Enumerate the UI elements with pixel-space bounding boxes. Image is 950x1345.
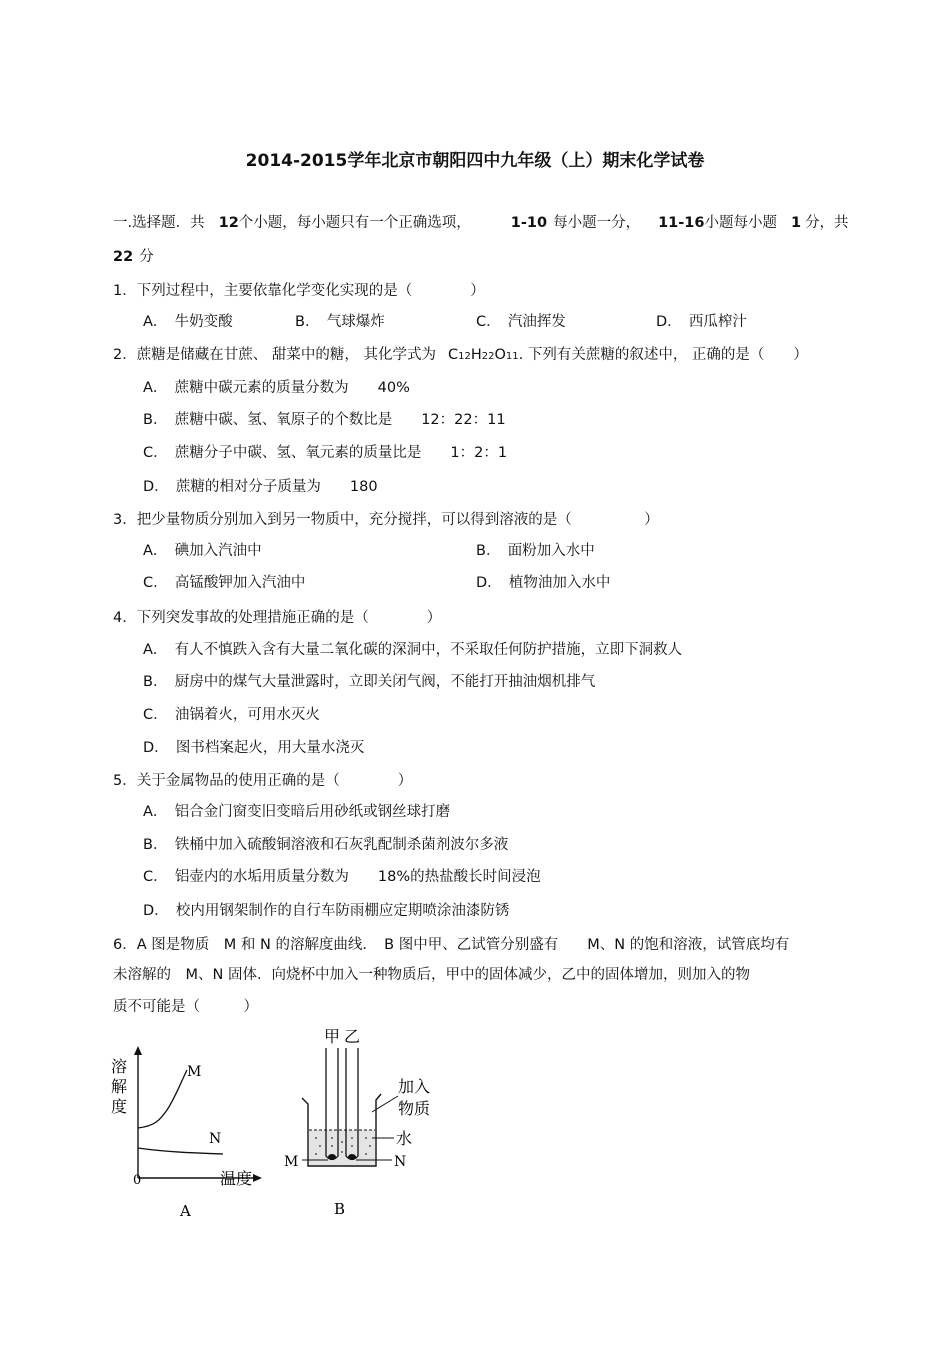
- page-title: 2014-2015学年北京市朝阳四中九年级（上）期末化学试卷: [245, 151, 705, 171]
- option-d: D． 校内用钢架制作的自行车防雨棚应定期喷涂油漆防锈: [143, 903, 510, 919]
- curve-n-label: N: [209, 1131, 222, 1147]
- option-a: A． 有人不慎跌入含有大量二氧化碳的深洞中，不采取任何防护措施，立即下洞救人: [143, 642, 683, 658]
- water-label: 水: [396, 1129, 413, 1148]
- section-text: 小题每小题: [704, 215, 777, 231]
- solid-n: [348, 1154, 356, 1160]
- option-b: B． 铁桶中加入硫酸铜溶液和石灰乳配制杀菌剂波尔多液: [143, 837, 509, 853]
- x-axis-label: 温度: [220, 1169, 253, 1188]
- option-a: A． 铝合金门窗变旧变暗后用砂纸或钢丝球打磨: [143, 804, 451, 820]
- section-num: 1: [790, 215, 802, 231]
- solid-m-label: M: [284, 1154, 299, 1170]
- section-num: 22: [113, 249, 134, 265]
- section-text: 一.选择题．共: [113, 215, 205, 231]
- option-d: D． 图书档案起火，用大量水浇灭: [143, 740, 365, 756]
- section-num: 12: [218, 215, 239, 231]
- figure-a-caption: A: [180, 1202, 191, 1220]
- solid-m: [328, 1154, 336, 1160]
- tube-yi-label: 乙: [344, 1027, 361, 1046]
- y-axis-label: 解: [111, 1077, 128, 1096]
- y-axis-label: 溶: [111, 1057, 128, 1076]
- question-stem: 4．下列突发事故的处理措施正确的是（ ）: [113, 610, 442, 626]
- formula-subscript: 12: [458, 351, 471, 362]
- question-stem: 5．关于金属物品的使用正确的是（ ）: [113, 773, 413, 789]
- option-a: A． 碘加入汽油中: [143, 543, 262, 559]
- added-substance-label: 物质: [398, 1099, 431, 1118]
- option-c: C． 油锅着火，可用水灭火: [143, 707, 320, 723]
- y-axis-arrow: [134, 1046, 142, 1055]
- option-c: C． 蔗糖分子中碳、氢、氧元素的质量比是 1：2：1: [143, 445, 508, 461]
- section-text: 每小题一分，: [553, 215, 641, 231]
- section-text: 个小题，每小题只有一个正确选项，: [238, 215, 471, 231]
- solid-n-label: N: [394, 1154, 407, 1170]
- option-c: C． 铝壶内的水垢用质量分数为 18%的热盐酸长时间浸泡: [143, 869, 541, 885]
- stem-text: . 下列有关蔗糖的叙述中， 正确的是（ ）: [518, 347, 808, 363]
- section-text: 分: [139, 249, 154, 265]
- option-c: C． 高锰酸钾加入汽油中: [143, 575, 306, 591]
- figure-b-beaker-diagram: [280, 1020, 450, 1220]
- option-b: B． 厨房中的煤气大量泄露时，立即关闭气阀，不能打开抽油烟机排气: [143, 674, 596, 690]
- question-stem: 3．把少量物质分别加入到另一物质中，充分搅拌，可以得到溶液的是（ ）: [113, 512, 659, 528]
- figure-b-caption: B: [334, 1200, 346, 1218]
- curve-m-label: M: [187, 1064, 202, 1080]
- option-b: B． 气球爆炸: [295, 314, 385, 330]
- section-header: [113, 211, 849, 232]
- section-text: 分，共: [805, 215, 849, 231]
- option-d: D． 西瓜榨汁: [656, 314, 747, 330]
- formula-element: C: [447, 347, 459, 363]
- option-b: B． 面粉加入水中: [476, 543, 595, 559]
- option-d: D． 植物油加入水中: [476, 575, 611, 591]
- question-stem-line: 质不可能是（ ）: [113, 999, 258, 1015]
- question-stem: 1．下列过程中，主要依靠化学变化实现的是（ ）: [113, 283, 485, 299]
- option-b: B． 蔗糖中碳、氢、氧原子的个数比是 12：22：11: [143, 412, 506, 428]
- stem-text: 2．蔗糖是储藏在甘蔗、 甜菜中的糖， 其化学式为: [113, 347, 436, 363]
- question-stem: [113, 343, 808, 364]
- option-d: D． 蔗糖的相对分子质量为 180: [143, 479, 378, 495]
- formula-subscript: 22: [481, 351, 495, 362]
- figure-a-solubility-graph: [105, 1040, 275, 1220]
- origin-label: 0: [133, 1173, 142, 1188]
- formula-subscript: 11: [505, 351, 519, 362]
- section-num: 11-16: [658, 215, 705, 231]
- option-c: C． 汽油挥发: [476, 314, 566, 330]
- x-axis-arrow: [253, 1174, 262, 1182]
- option-a: A． 牛奶变酸: [143, 314, 233, 330]
- formula-element: H: [470, 347, 482, 363]
- section-header-line2: [113, 245, 154, 266]
- added-substance-label: 加入: [398, 1077, 431, 1096]
- question-stem-line: 6．A 图是物质 M 和 N 的溶解度曲线． B 图中甲、乙试管分别盛有 M、N 的饱和溶液，试管底均有: [113, 937, 790, 953]
- curve-m: [138, 1070, 187, 1128]
- option-a: A． 蔗糖中碳元素的质量分数为 40%: [143, 380, 410, 396]
- formula-element: O: [494, 347, 506, 363]
- tube-jia-label: 甲: [324, 1027, 341, 1046]
- question-stem-line: 未溶解的 M、N 固体．向烧杯中加入一种物质后，甲中的固体减少，乙中的固体增加，则加入的物: [113, 967, 750, 983]
- y-axis-label: 度: [111, 1097, 128, 1116]
- section-num: 1-10: [510, 215, 548, 231]
- curve-n: [138, 1148, 223, 1154]
